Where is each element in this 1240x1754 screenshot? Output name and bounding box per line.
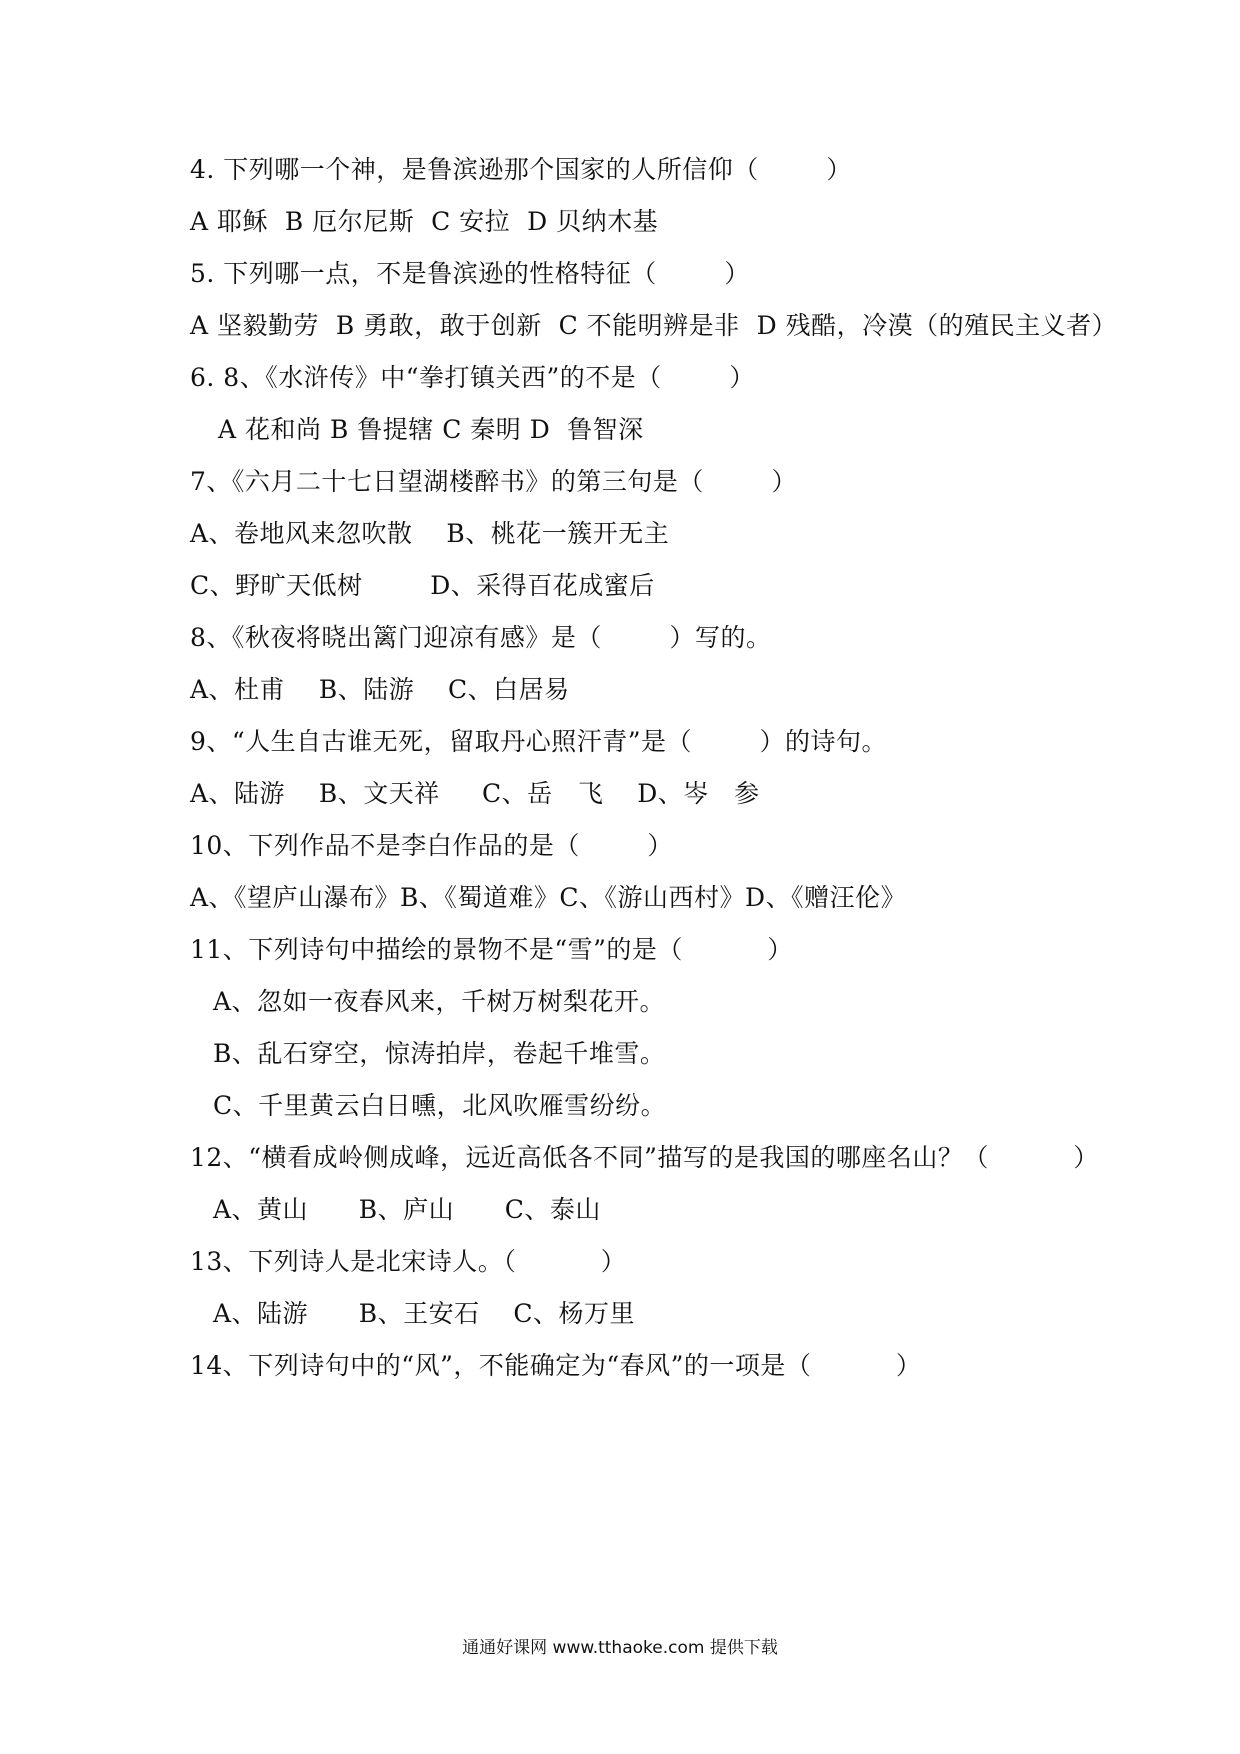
question-7-options-ab: A、卷地风来忽吹散 B、桃花一簇开无主 <box>190 519 670 548</box>
question-9-stem: 9、“人生自古谁无死，留取丹心照汗青”是（ ）的诗句。 <box>190 727 888 756</box>
question-5-stem: 5. 下列哪一点，不是鲁滨逊的性格特征（ ） <box>190 259 750 288</box>
question-14-stem: 14、下列诗句中的“风”，不能确定为“春风”的一项是（ ） <box>190 1351 922 1380</box>
question-7-options-cd: C、野旷天低树 D、采得百花成蜜后 <box>190 571 655 600</box>
page-footer: 通通好课网 www.tthaoke.com 提供下载 <box>462 1638 778 1658</box>
question-11-option-a: A、忽如一夜春风来，千树万树梨花开。 <box>213 987 666 1016</box>
question-11-stem: 11、下列诗句中描绘的景物不是“雪”的是（ ） <box>190 935 793 964</box>
question-11-option-c: C、千里黄云白日曛，北风吹雁雪纷纷。 <box>213 1091 667 1120</box>
question-12-stem: 12、“横看成岭侧成峰，远近高低各不同”描写的是我国的哪座名山？（ ） <box>190 1143 1099 1172</box>
question-12-options: A、黄山 B、庐山 C、泰山 <box>213 1195 601 1224</box>
question-7-stem: 7、《六月二十七日望湖楼醉书》的第三句是（ ） <box>190 467 797 496</box>
question-11-option-b: B、乱石穿空，惊涛拍岸，卷起千堆雪。 <box>213 1039 666 1068</box>
question-13-stem: 13、下列诗人是北宋诗人。（ ） <box>190 1247 627 1276</box>
question-10-options: A、《望庐山瀑布》B、《蜀道难》C、《游山西村》D、《赠汪伦》 <box>190 883 907 912</box>
question-10-stem: 10、下列作品不是李白作品的是（ ） <box>190 831 673 860</box>
question-4-options: A 耶稣 B 厄尔尼斯 C 安拉 D 贝纳木基 <box>190 207 659 236</box>
question-6-stem: 6. 8、《水浒传》中“拳打镇关西”的不是（ ） <box>190 363 755 392</box>
question-6-options: A 花和尚 B 鲁提辖 C 秦明 D 鲁智深 <box>218 415 644 444</box>
question-8-options: A、杜甫 B、陆游 C、白居易 <box>190 675 570 704</box>
question-4-stem: 4. 下列哪一个神，是鲁滨逊那个国家的人所信仰（ ） <box>190 155 852 184</box>
question-8-stem: 8、《秋夜将晓出篱门迎凉有感》是（ ）写的。 <box>190 623 772 652</box>
question-13-options: A、陆游 B、王安石 C、杨万里 <box>213 1299 636 1328</box>
question-5-options: A 坚毅勤劳 B 勇敢，敢于创新 C 不能明辨是非 D 残酷，冷漠（的殖民主义者） <box>190 311 1118 340</box>
question-9-options: A、陆游 B、文天祥 C、岳 飞 D、岑 参 <box>190 779 760 808</box>
